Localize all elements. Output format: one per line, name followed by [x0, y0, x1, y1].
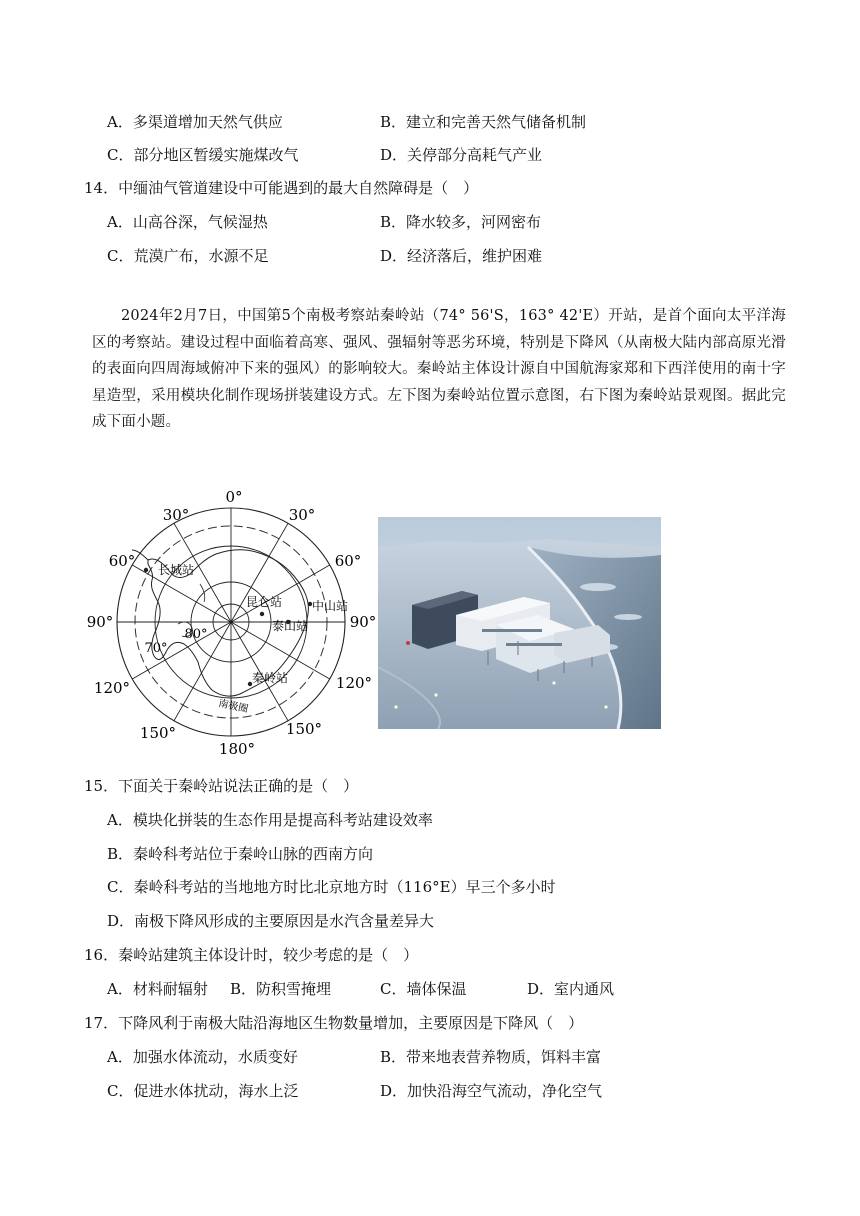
q16-option-d: D．室内通风 [527, 980, 615, 998]
q13-option-c: C．部分地区暂缓实施煤改气 [107, 146, 299, 164]
lon-label-150w: 150° [139, 724, 177, 742]
lon-label-90e: 90° [349, 613, 377, 631]
lon-label-90w: 90° [86, 613, 114, 631]
station-kunlun: 昆仑站 [246, 595, 283, 609]
q13-option-d: D．关停部分高耗气产业 [380, 146, 543, 164]
q17-option-b: B．带来地表营养物质，饵料丰富 [380, 1048, 602, 1066]
q13-option-a: A．多渠道增加天然气供应 [107, 113, 283, 131]
lon-label-180: 180° [218, 740, 256, 758]
station-zhongshan: 中山站 [312, 599, 349, 613]
q14-option-c: C．荒漠广布，水源不足 [107, 247, 269, 265]
q16-option-b: B．防积雪掩埋 [230, 980, 332, 998]
q15-option-d: D．南极下降风形成的主要原因是水汽含量差异大 [107, 912, 435, 930]
q17-option-c: C．促进水体扰动，海水上泛 [107, 1082, 299, 1100]
station-taishan: 泰山站 [272, 619, 309, 633]
lat-label-80: 80° [184, 627, 208, 642]
antarctic-circle-label: 南极圈 [217, 698, 250, 716]
q15-option-c: C．秦岭科考站的当地地方时比北京地方时（116°E）早三个多小时 [107, 878, 556, 896]
lon-label-120e: 120° [335, 674, 373, 692]
qinling-station-photo [378, 517, 661, 729]
reading-passage: 2024年2月7日，中国第5个南极考察站秦岭站（74° 56'S，163° 42'E）开站，是首个面向太平洋海区的考察站。建设过程中面临着高寒、强风、强辐射等恶劣环境，特别是下降风（从南极大陆内部高原光滑的表面向四周海域俯冲下来的强风）的影响较大。秦岭站主体设计源自中国航海家郑和下西洋使用的南十字星造型，采用模块化制作现场拼装建设方式。左下图为秦岭站位置示意图，右下图为秦岭站景观图。据此完成下面小题。 [92, 308, 786, 430]
q15-stem: 15．下面关于秦岭站说法正确的是（ ） [84, 777, 359, 795]
lon-label-60w: 60° [108, 552, 136, 570]
q14-option-a: A．山高谷深，气候湿热 [107, 213, 268, 231]
lon-label-30w: 30° [162, 506, 190, 524]
q15-option-a: A．模块化拼装的生态作用是提高科考站建设效率 [107, 811, 433, 829]
antarctic-location-map [80, 484, 380, 760]
lon-label-30e: 30° [288, 506, 316, 524]
q16-stem: 16．秦岭站建筑主体设计时，较少考虑的是（ ） [84, 946, 419, 964]
station-great-wall: 长城站 [158, 563, 195, 577]
q13-option-b: B．建立和完善天然气储备机制 [380, 113, 587, 131]
lon-label-60e: 60° [334, 552, 362, 570]
q15-option-b: B．秦岭科考站位于秦岭山脉的西南方向 [107, 845, 374, 863]
q17-option-a: A．加强水体流动，水质变好 [107, 1048, 298, 1066]
q14-option-d: D．经济落后，维护困难 [380, 247, 543, 265]
q14-stem: 14．中缅油气管道建设中可能遇到的最大自然障碍是（ ） [84, 179, 479, 197]
lon-label-150e: 150° [285, 720, 323, 738]
q17-option-d: D．加快沿海空气流动，净化空气 [380, 1082, 603, 1100]
q17-stem: 17．下降风利于南极大陆沿海地区生物数量增加，主要原因是下降风（ ） [84, 1014, 584, 1032]
station-qinling: 秦岭站 [252, 671, 289, 685]
q14-option-b: B．降水较多，河网密布 [380, 213, 542, 231]
lon-label-0: 0° [225, 488, 243, 506]
q16-option-a: A．材料耐辐射 [107, 980, 208, 998]
lat-label-70: 70° [144, 641, 168, 656]
q16-option-c: C．墙体保温 [380, 980, 467, 998]
lon-label-120w: 120° [93, 679, 131, 697]
